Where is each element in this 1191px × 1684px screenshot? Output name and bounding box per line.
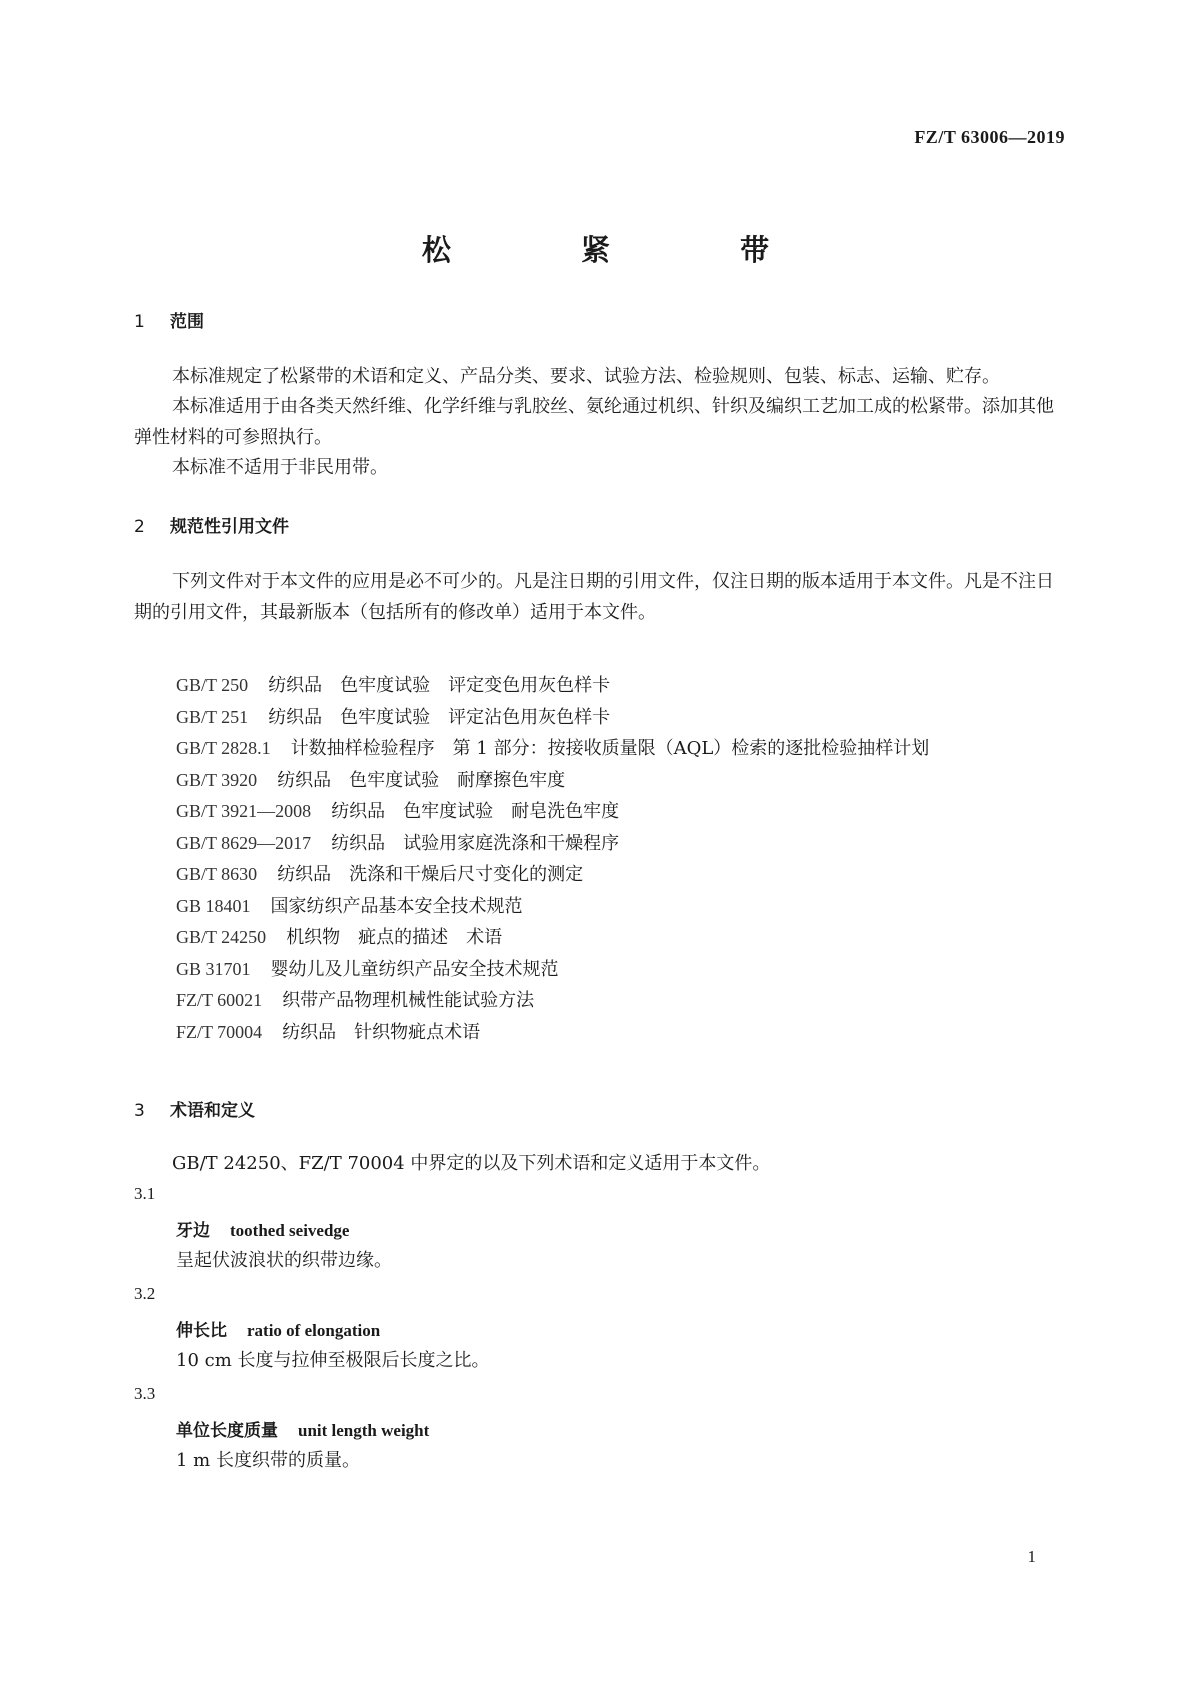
clause-number: 3.2 (134, 1284, 156, 1303)
section-title: 规范性引用文件 (170, 517, 289, 537)
section-title: 术语和定义 (170, 1101, 255, 1121)
reference-item: FZ/T 60021 织带产品物理机械性能试验方法 (176, 990, 535, 1011)
reference-list (176, 670, 929, 1048)
section-number: 2 (134, 517, 145, 537)
reference-item: GB/T 8630 纺织品 洗涤和干燥后尺寸变化的测定 (176, 864, 584, 885)
section-heading-scope (134, 307, 204, 332)
document-title: 松 紧 带 (421, 233, 830, 267)
reference-item: GB/T 251 纺织品 色牢度试验 评定沾色用灰色样卡 (176, 706, 611, 728)
section-heading-normative (134, 512, 289, 537)
reference-item: GB/T 2828.1 计数抽样检验程序 第 1 部分：按接收质量限（AQL）检索的逐批检验抽样计划 (176, 738, 930, 759)
term-heading: 伸长比 ratio of elongation (176, 1321, 381, 1341)
reference-item: GB/T 250 纺织品 色牢度试验 评定变色用灰色样卡 (176, 675, 611, 696)
normative-intro: 下列文件对于本文件的应用是必不可少的。凡是注日期的引用文件，仅注日期的版本适用于本文件。凡是不注日期的引用文件，其最新版本（包括所有的修改单）适用于本文件。 (134, 571, 1054, 623)
scope-paragraph-3: 本标准不适用于非民用带。 (172, 457, 388, 478)
reference-item: GB/T 24250 机织物 疵点的描述 术语 (176, 927, 503, 948)
section-heading-terms (134, 1096, 255, 1121)
reference-item: GB 31701 婴幼儿及儿童纺织产品安全技术规范 (176, 958, 559, 980)
term-heading: 单位长度质量 unit length weight (176, 1421, 430, 1441)
terms-intro: GB/T 24250、FZ/T 70004 中界定的以及下列术语和定义适用于本文件。 (172, 1153, 771, 1174)
section-title: 范围 (170, 312, 204, 332)
reference-item: GB/T 3920 纺织品 色牢度试验 耐摩擦色牢度 (176, 769, 566, 791)
scope-paragraph-2: 本标准适用于由各类天然纤维、化学纤维与乳胶丝、氨纶通过机织、针织及编织工艺加工成的松紧带。添加其他弹性材料的可参照执行。 (134, 396, 1054, 448)
clause-number: 3.3 (134, 1384, 156, 1403)
section-number: 1 (134, 312, 145, 332)
section-number: 3 (134, 1101, 145, 1121)
term-definition: 1 m 长度织带的质量。 (176, 1450, 360, 1471)
reference-item: GB/T 3921—2008 纺织品 色牢度试验 耐皂洗色牢度 (176, 801, 620, 822)
reference-item: FZ/T 70004 纺织品 针织物疵点术语 (176, 1021, 481, 1043)
reference-item: GB 18401 国家纺织产品基本安全技术规范 (176, 895, 523, 917)
standard-code: FZ/T 63006—2019 (914, 127, 1065, 147)
clause-number: 3.1 (134, 1184, 156, 1203)
page-number: 1 (1027, 1547, 1036, 1566)
term-heading: 牙边 toothed seivedge (176, 1221, 350, 1241)
scope-paragraph-1: 本标准规定了松紧带的术语和定义、产品分类、要求、试验方法、检验规则、包装、标志、运输、贮存。 (172, 366, 1000, 387)
reference-item: GB/T 8629—2017 纺织品 试验用家庭洗涤和干燥程序 (176, 832, 620, 854)
term-definition: 10 cm 长度与拉伸至极限后长度之比。 (176, 1350, 490, 1371)
term-definition: 呈起伏波浪状的织带边缘。 (176, 1250, 392, 1271)
